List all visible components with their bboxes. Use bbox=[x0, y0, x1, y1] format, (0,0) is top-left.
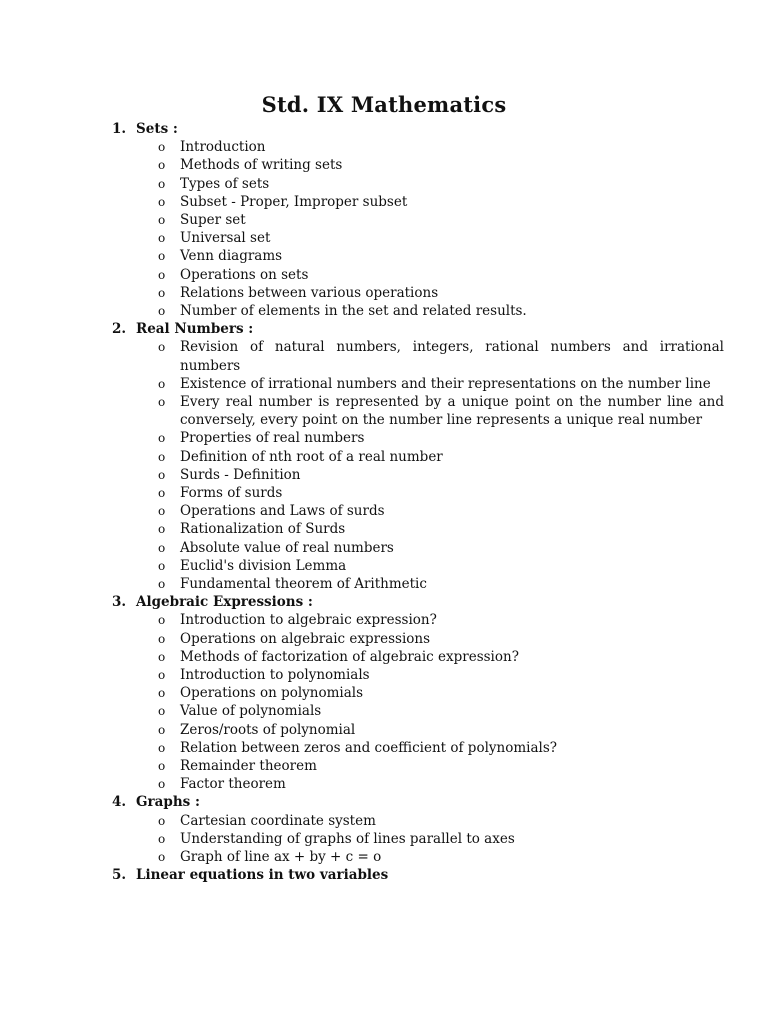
topic-text: Zeros/roots of polynomial bbox=[180, 721, 356, 738]
bullet-icon: o bbox=[158, 431, 166, 446]
bullet-icon: o bbox=[158, 649, 166, 664]
bullet-icon: o bbox=[158, 522, 166, 537]
topic-text: Factor theorem bbox=[180, 776, 286, 793]
bullet-icon: o bbox=[158, 231, 166, 246]
list-item bbox=[158, 520, 724, 538]
page-title: Std. IX Mathematics bbox=[261, 92, 507, 117]
bullet-icon: o bbox=[158, 304, 166, 319]
topic-text: Methods of factorization of algebraic expression? bbox=[180, 648, 519, 665]
topic-text: Introduction to polynomials bbox=[180, 667, 370, 684]
list-item bbox=[158, 266, 724, 284]
list-item bbox=[158, 393, 724, 429]
topic-text: Introduction bbox=[180, 139, 266, 156]
list-item bbox=[158, 611, 724, 629]
topic-text: Existence of irrational numbers and their representations on the number line bbox=[180, 375, 711, 392]
list-item bbox=[158, 721, 724, 739]
topic-text: Operations and Laws of surds bbox=[180, 503, 385, 520]
topic-text: Value of polynomials bbox=[180, 703, 322, 720]
bullet-icon: o bbox=[158, 577, 166, 592]
topic-text: Introduction to algebraic expression? bbox=[180, 612, 437, 629]
topic-text: Properties of real numbers bbox=[180, 430, 365, 447]
bullet-icon: o bbox=[158, 249, 166, 264]
list-item bbox=[158, 338, 724, 374]
topic-text: Understanding of graphs of lines parallel to axes bbox=[180, 830, 515, 847]
topic-text: Remainder theorem bbox=[180, 758, 317, 775]
list-item bbox=[158, 702, 724, 720]
list-item bbox=[158, 466, 724, 484]
bullet-icon: o bbox=[158, 558, 166, 573]
topic-list bbox=[112, 138, 724, 320]
topic-text: Methods of writing sets bbox=[180, 157, 343, 174]
topic-text: Definition of nth root of a real number bbox=[180, 448, 443, 465]
list-item bbox=[158, 211, 724, 229]
list-item bbox=[158, 830, 724, 848]
syllabus-sections bbox=[112, 120, 724, 884]
list-item bbox=[158, 812, 724, 830]
topic-text: Types of sets bbox=[180, 175, 270, 192]
list-item bbox=[158, 448, 724, 466]
bullet-icon: o bbox=[158, 486, 166, 501]
topic-text: Every real number is represented by a unique point on the number line and conversely, every point on the number line represents a unique real number bbox=[180, 394, 724, 429]
bullet-icon: o bbox=[158, 158, 166, 173]
bullet-icon: o bbox=[158, 395, 166, 410]
topic-text: Euclid's division Lemma bbox=[180, 557, 347, 574]
bullet-icon: o bbox=[158, 722, 166, 737]
bullet-icon: o bbox=[158, 686, 166, 701]
topic-text: Graph of line ax + by + c = o bbox=[180, 849, 382, 866]
topic-text: Revision of natural numbers, integers, rational numbers and irrational numbers bbox=[180, 339, 724, 374]
topic-list bbox=[112, 812, 724, 867]
bullet-icon: o bbox=[158, 777, 166, 792]
section-number: 4. bbox=[112, 794, 127, 811]
bullet-icon: o bbox=[158, 340, 166, 355]
list-item bbox=[158, 193, 724, 211]
topic-text: Number of elements in the set and related results. bbox=[180, 303, 527, 320]
section-title: Sets : bbox=[136, 121, 178, 137]
topic-text: Rationalization of Surds bbox=[180, 521, 346, 538]
section-heading bbox=[112, 593, 724, 611]
topic-text: Operations on sets bbox=[180, 266, 309, 283]
section-title: Graphs : bbox=[136, 794, 200, 811]
topic-text: Super set bbox=[180, 212, 246, 228]
section-heading bbox=[112, 866, 724, 884]
bullet-icon: o bbox=[158, 140, 166, 155]
section-heading bbox=[112, 793, 724, 811]
bullet-icon: o bbox=[158, 704, 166, 719]
topic-text: Relations between various operations bbox=[180, 284, 439, 301]
bullet-icon: o bbox=[158, 213, 166, 227]
list-item bbox=[158, 175, 724, 193]
bullet-icon: o bbox=[158, 740, 166, 755]
list-item bbox=[158, 247, 724, 265]
bullet-icon: o bbox=[158, 376, 166, 391]
topic-text: Operations on algebraic expressions bbox=[180, 630, 431, 647]
bullet-icon: o bbox=[158, 613, 166, 628]
bullet-icon: o bbox=[158, 176, 166, 191]
bullet-icon: o bbox=[158, 285, 166, 300]
section-number: 2. bbox=[112, 321, 127, 338]
bullet-icon: o bbox=[158, 194, 166, 209]
list-item bbox=[158, 484, 724, 502]
list-item bbox=[158, 775, 724, 793]
list-item bbox=[158, 557, 724, 575]
bullet-icon: o bbox=[158, 759, 166, 774]
list-item bbox=[158, 229, 724, 247]
topic-text: Cartesian coordinate system bbox=[180, 812, 376, 829]
list-item bbox=[158, 684, 724, 702]
list-item bbox=[158, 739, 724, 757]
list-item bbox=[158, 375, 724, 393]
topic-text: Forms of surds bbox=[180, 485, 283, 502]
list-item bbox=[158, 284, 724, 302]
list-item bbox=[158, 648, 724, 666]
section-number: 1. bbox=[112, 121, 127, 137]
bullet-icon: o bbox=[158, 467, 166, 482]
list-item bbox=[158, 156, 724, 174]
topic-text: Venn diagrams bbox=[180, 248, 283, 265]
bullet-icon: o bbox=[158, 813, 166, 828]
section-title: Real Numbers : bbox=[136, 321, 254, 338]
topic-text: Universal set bbox=[180, 230, 271, 247]
bullet-icon: o bbox=[158, 267, 166, 282]
bullet-icon: o bbox=[158, 831, 166, 846]
bullet-icon: o bbox=[158, 504, 166, 519]
topic-text: Surds - Definition bbox=[180, 466, 301, 483]
topic-list bbox=[112, 611, 724, 793]
topic-text: Fundamental theorem of Arithmetic bbox=[180, 576, 427, 593]
topic-list bbox=[112, 338, 724, 593]
list-item bbox=[158, 539, 724, 557]
section-number: 3. bbox=[112, 594, 127, 611]
list-item bbox=[158, 630, 724, 648]
bullet-icon: o bbox=[158, 540, 166, 555]
topic-text: Operations on polynomials bbox=[180, 685, 364, 702]
list-item bbox=[158, 575, 724, 593]
bullet-icon: o bbox=[158, 668, 166, 683]
section-title: Algebraic Expressions : bbox=[136, 594, 313, 611]
list-item bbox=[158, 848, 724, 866]
list-item bbox=[158, 502, 724, 520]
section-heading bbox=[112, 120, 724, 138]
topic-text: Absolute value of real numbers bbox=[180, 539, 394, 556]
list-item bbox=[158, 429, 724, 447]
bullet-icon: o bbox=[158, 449, 166, 464]
list-item bbox=[158, 757, 724, 775]
section-title: Linear equations in two variables bbox=[136, 867, 389, 884]
list-item bbox=[158, 302, 724, 320]
topic-text: Relation between zeros and coefficient of polynomials? bbox=[180, 739, 557, 756]
bullet-icon: o bbox=[158, 850, 166, 865]
section-heading bbox=[112, 320, 724, 338]
list-item bbox=[158, 666, 724, 684]
topic-text: Subset - Proper, Improper subset bbox=[180, 193, 408, 210]
list-item bbox=[158, 138, 724, 156]
section-number: 5. bbox=[112, 867, 127, 884]
bullet-icon: o bbox=[158, 631, 166, 646]
